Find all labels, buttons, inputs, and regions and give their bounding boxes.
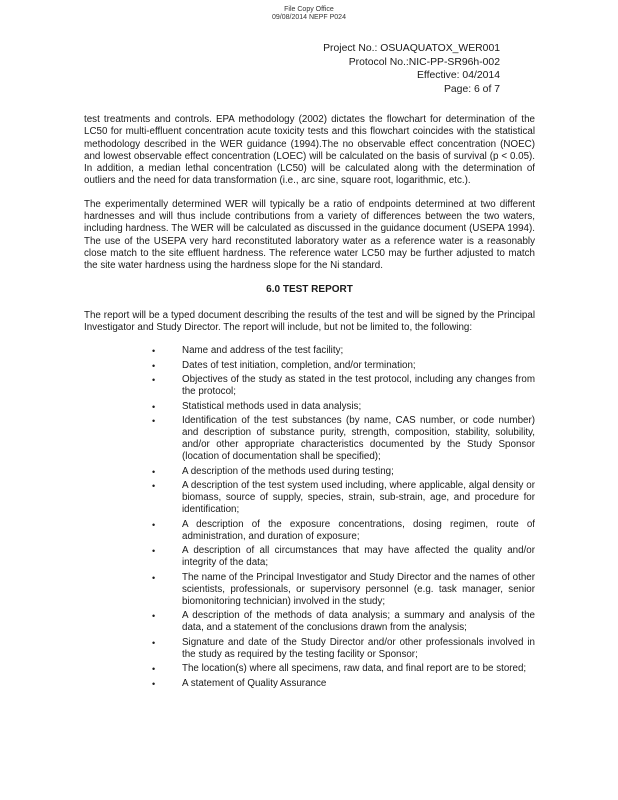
list-item-text: A description of the methods of data analysis; a summary and analysis of the data, and a statement of the conclusions drawn from the analysis; xyxy=(182,610,535,634)
protocol-number: Protocol No.:NIC-PP-SR96h-002 xyxy=(348,56,500,68)
stamp-line-2: 09/08/2014 NEPF P024 xyxy=(272,14,346,21)
list-item xyxy=(152,663,535,675)
list-item xyxy=(152,345,535,357)
list-item xyxy=(152,518,535,543)
bullet-icon: • xyxy=(152,416,156,427)
list-item xyxy=(152,545,535,569)
list-item xyxy=(152,359,535,372)
bullet-icon: • xyxy=(152,466,156,477)
list-item-text: Identification of the test substances (by name, CAS number, or code number) and description of substance purity, strength, composition, stability, solubility, and/or other appropriate characteristics documented by the Study Sponsor (location of documentation shall be specified); xyxy=(182,415,535,463)
list-item-text: Statistical methods used in data analysis; xyxy=(182,400,362,412)
list-item-text: Signature and date of the Study Director and/or other professionals involved in the study as required by the testing facility or Sponsor; xyxy=(182,636,535,660)
document-header xyxy=(323,42,500,96)
paragraph-report: The report will be a typed document describing the results of the test and will be signed by the Principal Investigator and Study Director. The report will include, but not be limited to, the following: xyxy=(84,309,535,334)
bullet-icon: • xyxy=(152,678,156,689)
bullet-icon: • xyxy=(152,546,156,557)
bullet-icon: • xyxy=(152,572,156,583)
list-item-text: Name and address of the test facility; xyxy=(182,345,344,357)
list-item xyxy=(152,571,535,608)
bullet-icon: • xyxy=(152,375,156,386)
list-item-text: A description of the exposure concentrations, dosing regimen, route of administration, and duration of exposure; xyxy=(182,518,535,542)
bullet-icon: • xyxy=(152,637,156,648)
paragraph-statistics: test treatments and controls. EPA methodology (2002) dictates the flowchart for determination of the LC50 for multi-effluent concentration acute toxicity tests and this flowchart coincides with the statistical methodology described in the WER guidance (1994).The no observable effect concentration (NOEC) and lowest observable effect concentration (LOEC) will be calculated on the basis of survival (p < 0.05). In addition, a median lethal concentration (LC50) will be calculated along with the determination of outliers and the need for data transformation (i.e., arc sine, square root, logarithmic, etc.). xyxy=(84,114,535,187)
document-body xyxy=(84,114,535,692)
bullet-icon: • xyxy=(152,401,156,412)
project-number: Project No.: OSUAQUATOX_WER001 xyxy=(323,43,500,54)
list-item xyxy=(152,610,535,634)
list-item xyxy=(152,636,535,661)
list-item xyxy=(152,374,535,398)
list-item-text: A description of the methods used during testing; xyxy=(182,465,394,477)
list-item-text: The location(s) where all specimens, raw data, and final report are to be stored; xyxy=(182,663,527,675)
bullet-icon: • xyxy=(152,611,156,622)
paragraph-wer: The experimentally determined WER will typically be a ratio of endpoints determined at two different hardnesses and will thus include contributions from a variety of differences between the two waters, including hardness. The WER will be calculated as discussed in the guidance document (USEPA 1994). The use of the USEPA very hard reconstituted laboratory water as a reference water is a reasonably close match to the site effluent hardness. The reference water LC50 may be further adjusted to match the site water hardness using the hardness slope for the Ni standard. xyxy=(84,198,535,272)
stamp-line-1: File Copy Office xyxy=(284,6,334,13)
bullet-icon: • xyxy=(152,346,156,357)
list-item xyxy=(152,465,535,478)
page-number: Page: 6 of 7 xyxy=(443,83,500,95)
list-item xyxy=(152,677,535,690)
list-item xyxy=(152,480,535,516)
bullet-icon: • xyxy=(152,360,156,371)
effective-date: Effective: 04/2014 xyxy=(417,70,500,81)
list-item xyxy=(152,415,535,463)
bullet-icon: • xyxy=(152,519,156,530)
list-item-text: A description of all circumstances that may have affected the quality and/or integrity of the data; xyxy=(182,545,535,569)
list-item-text: Objectives of the study as stated in the test protocol, including any changes from the protocol; xyxy=(182,374,535,398)
list-item xyxy=(152,400,535,413)
report-contents-list xyxy=(84,345,535,690)
list-item-text: The name of the Principal Investigator and Study Director and the names of other scientists, professionals, or supervisory personnel (e.g. task manager, senior biomonitoring technician) involved in the study; xyxy=(182,571,535,607)
bullet-icon: • xyxy=(152,664,156,675)
section-title: 6.0 TEST REPORT xyxy=(266,283,353,295)
list-item-text: A description of the test system used including, where applicable, algal density or biomass, source of supply, species, strain, sub-strain, age, and procedure for identification; xyxy=(182,480,535,516)
list-item-text: A statement of Quality Assurance xyxy=(182,677,327,689)
list-item-text: Dates of test initiation, completion, and/or termination; xyxy=(182,359,416,371)
file-copy-stamp xyxy=(0,6,618,22)
bullet-icon: • xyxy=(152,481,156,492)
